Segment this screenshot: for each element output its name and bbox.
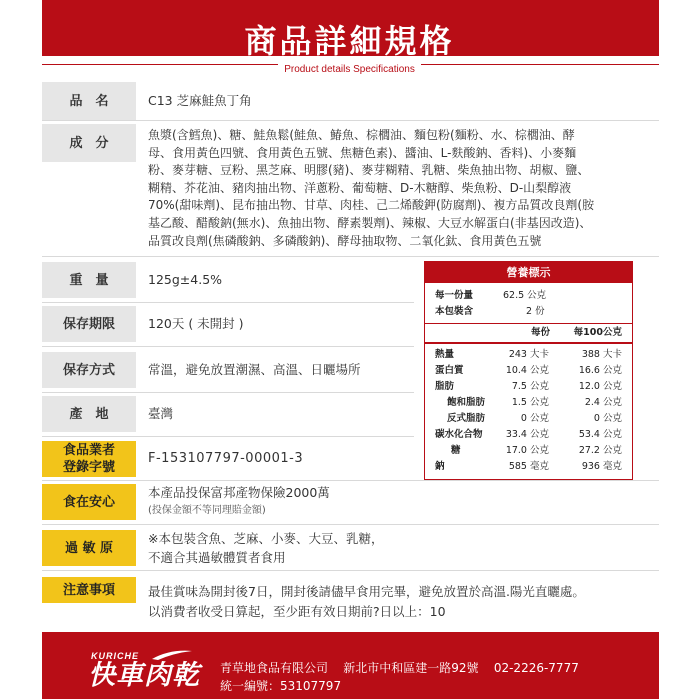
company-tax-id: 統一編號：53107797 xyxy=(220,679,342,693)
spec-value-name: C13 芝麻鮭魚丁角 xyxy=(148,93,252,108)
nutrient-per-100g: 2.4 公克 xyxy=(584,397,622,408)
allergen-line: ※本包裝含魚、芝麻、小麥、大豆、乳糖， xyxy=(148,531,384,546)
company-info-line xyxy=(220,660,579,676)
servings-value: 2 份 xyxy=(526,306,545,317)
ingredients-line: 基乙酸、醋酸鈉(無水)、魚抽出物、酵素製劑)、辣椒、大豆水解蛋白(非基因改造)、 xyxy=(148,215,592,230)
nutrient-per-serving: 7.5 公克 xyxy=(511,381,549,392)
nutrition-title: 營養標示 xyxy=(425,262,632,283)
insurance-text: 本產品投保富邦產物保險2000萬 xyxy=(148,485,330,500)
brand-logo-zh: 快車肉乾 xyxy=(88,660,200,691)
nutrient-name: 飽和脂肪 xyxy=(447,397,486,408)
nutrient-per-serving: 17.0 公克 xyxy=(505,445,549,456)
page-title: 商品詳細規格 xyxy=(244,22,455,60)
notice-line: 以消費者收受日算起，至少距有效日期前?日以上：10 xyxy=(148,604,446,619)
spec-label-storage: 保存方式 xyxy=(42,352,136,388)
spec-label-weight: 重 量 xyxy=(42,262,136,298)
insurance-note: (投保金額不等同理賠金額) xyxy=(148,505,266,516)
spec-label-notice: 注意事項 xyxy=(42,577,136,603)
row-divider xyxy=(42,570,659,571)
row-divider xyxy=(42,302,414,303)
notice-line: 最佳賞味為開封後7日，開封後請儘早食用完畢，避免放置於高溫.陽光直曬處。 xyxy=(148,584,585,599)
nutrition-divider xyxy=(425,342,632,344)
spec-label-shelf-life: 保存期限 xyxy=(42,306,136,342)
row-divider xyxy=(42,480,659,481)
ingredients-line: 品質改良劑(焦磷酸鈉、多磷酸鈉)、酵母抽取物、二氧化鈦、食用黃色五號 xyxy=(148,233,542,248)
ingredients-text xyxy=(148,127,594,250)
nutrient-per-serving: 10.4 公克 xyxy=(505,365,549,376)
nutrient-per-100g: 16.6 公克 xyxy=(578,365,622,376)
spec-value-registration: F-153107797-00001-3 xyxy=(148,451,304,466)
ingredients-line: 70%(甜味劑)、昆布抽出物、甘草、肉桂、己二烯酸鉀(防腐劑)、複方品質改良劑(胺 xyxy=(148,198,595,213)
nutrient-name: 糖 xyxy=(451,445,461,456)
spec-label-ingredients: 成 分 xyxy=(42,124,136,162)
col-per-serving: 每份 xyxy=(530,327,550,338)
subtitle-wrap xyxy=(0,57,699,77)
nutrient-name: 蛋白質 xyxy=(435,365,464,376)
row-divider xyxy=(42,120,659,121)
nutrient-per-serving: 1.5 公克 xyxy=(511,397,549,408)
brand-logo-en: KURICHE xyxy=(91,651,140,661)
spec-value-origin: 臺灣 xyxy=(148,406,174,421)
nutrient-per-100g: 12.0 公克 xyxy=(578,381,622,392)
row-divider xyxy=(42,392,414,393)
registration-label-line2: 登錄字號 xyxy=(62,460,115,475)
row-divider xyxy=(42,256,659,257)
servings-label: 本包裝含 xyxy=(435,306,474,317)
spec-value-notice xyxy=(148,582,585,622)
spec-label-registration xyxy=(42,441,136,477)
row-divider xyxy=(42,436,414,437)
nutrient-name: 鈉 xyxy=(435,461,445,472)
nutrient-per-serving: 243 大卡 xyxy=(508,349,549,360)
nutrient-per-100g: 27.2 公克 xyxy=(578,445,622,456)
allergen-line: 不適合其過敏體質者食用 xyxy=(148,550,286,565)
ingredients-line: 魚漿(含鱈魚)、糖、鮭魚鬆(鮭魚、鰆魚、棕櫚油、麵包粉(麵粉、水、棕櫚油、酵 xyxy=(148,128,575,142)
spec-label-insurance: 食在安心 xyxy=(42,484,136,520)
company-name: 青草地食品有限公司 xyxy=(220,661,329,675)
company-phone: 02-2226-7777 xyxy=(493,661,579,675)
spec-value-storage: 常溫，避免放置潮濕、高溫、日曬場所 xyxy=(148,362,361,377)
nutrient-per-serving: 585 毫克 xyxy=(508,461,549,472)
page-subtitle: Product details Specifications xyxy=(278,63,421,77)
ingredients-line: 母、食用黃色四號、食用黃色五號、焦糖色素)、醬油、L-麩酸鈉、香料)、小麥麵 xyxy=(148,145,577,160)
row-divider xyxy=(42,524,659,525)
spec-row-ingredients xyxy=(42,124,659,254)
registration-label-line1: 食品業者 xyxy=(62,443,115,458)
col-per-100g: 每100公克 xyxy=(573,327,622,338)
nutrition-panel xyxy=(424,261,633,480)
nutrient-name: 反式脂肪 xyxy=(447,413,486,424)
spec-value-shelf-life: 120天 ( 未開封 ) xyxy=(148,316,244,331)
spec-value-insurance xyxy=(148,484,330,520)
nutrition-divider xyxy=(425,323,632,324)
nutrient-name: 碳水化合物 xyxy=(435,429,483,440)
spec-row-notice xyxy=(42,577,659,619)
serving-size-label: 每一份量 xyxy=(435,290,474,301)
ingredients-line: 糊精、芥花油、豬肉抽出物、洋蔥粉、葡萄糖、D-木糖醇、柴魚粉、D-山梨醇液 xyxy=(148,180,572,195)
nutrient-name: 脂肪 xyxy=(435,381,455,392)
row-divider xyxy=(42,346,414,347)
nutrient-name: 熱量 xyxy=(435,349,455,360)
nutrient-per-100g: 53.4 公克 xyxy=(578,429,622,440)
ingredients-line: 粉、麥芽糖、豆粉、黑芝麻、明膠(豬)、麥芽糊精、乳糖、柴魚抽出物、胡椒、鹽、 xyxy=(148,163,590,178)
spec-label-name: 品 名 xyxy=(42,82,136,120)
spec-row-allergen xyxy=(42,530,659,566)
serving-size-value: 62.5 公克 xyxy=(503,290,547,301)
spec-row-name xyxy=(42,82,659,120)
spec-row-insurance xyxy=(42,484,659,520)
nutrient-per-100g: 936 毫克 xyxy=(581,461,622,472)
nutrient-per-100g: 0 公克 xyxy=(593,413,622,424)
spec-value-allergen xyxy=(148,529,383,567)
nutrient-per-serving: 0 公克 xyxy=(520,413,549,424)
spec-label-origin: 產 地 xyxy=(42,396,136,432)
spec-value-weight: 125g±4.5% xyxy=(148,272,223,287)
company-address: 新北市中和區建一路92號 xyxy=(343,661,479,675)
nutrient-per-serving: 33.4 公克 xyxy=(505,429,549,440)
nutrient-per-100g: 388 大卡 xyxy=(581,349,622,360)
spec-label-allergen: 過 敏 原 xyxy=(42,530,136,566)
